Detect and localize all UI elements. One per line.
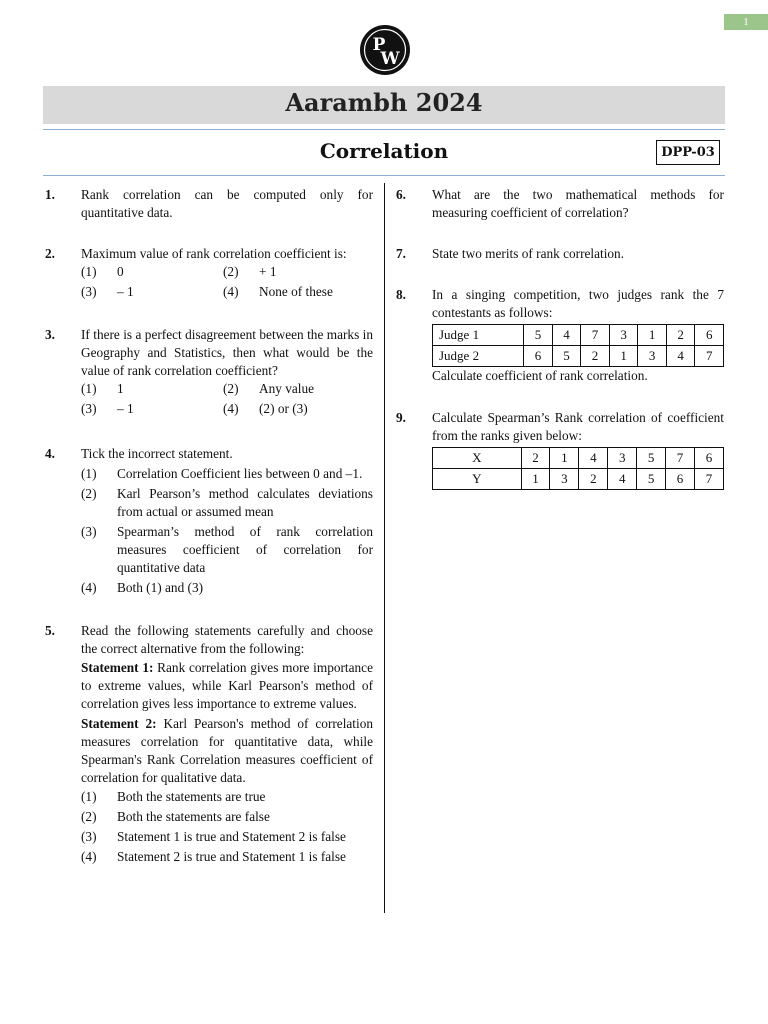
page-number: 1 — [724, 14, 768, 30]
svg-text:P: P — [372, 35, 386, 55]
table-cell: 1 — [521, 469, 550, 490]
option-number: (2) — [223, 264, 239, 279]
option-number: (4) — [81, 580, 97, 595]
option-text: + 1 — [259, 264, 277, 279]
table-cell: 4 — [552, 325, 581, 346]
option — [81, 465, 373, 483]
divider — [43, 129, 725, 130]
question-text: If there is a perfect disagreement between the marks in Geography and Statistics, then what would be the value of rank correlation coefficient? — [81, 327, 373, 378]
table-cell: 1 — [638, 325, 667, 346]
table-cell: 5 — [637, 448, 666, 469]
question-number: 5. — [45, 623, 55, 638]
option-text: 0 — [117, 264, 124, 279]
row-label: Judge 1 — [433, 325, 524, 346]
table-cell: 5 — [552, 346, 581, 367]
statement-2 — [81, 715, 373, 787]
question-number: 9. — [396, 410, 406, 425]
table-cell: 4 — [579, 448, 608, 469]
table-cell: 1 — [550, 448, 579, 469]
question-number: 8. — [396, 287, 406, 302]
question-text: Calculate Spearman’s Rank correlation of coefficient from the ranks given below: — [432, 410, 724, 443]
option-number: (4) — [81, 849, 97, 864]
option-text: Both the statements are false — [117, 809, 270, 824]
statement-label: Statement 1: — [81, 660, 154, 675]
xy-rank-table — [432, 447, 724, 490]
option-text: Any value — [259, 381, 315, 396]
table-cell: 5 — [524, 325, 553, 346]
question-text: What are the two mathematical methods for measuring coefficient of correlation? — [432, 187, 724, 220]
option-text: – 1 — [117, 401, 134, 416]
option-number: (4) — [223, 401, 239, 416]
row-label: X — [433, 448, 522, 469]
statement-label: Statement 2: — [81, 716, 157, 731]
table-cell: 7 — [666, 448, 695, 469]
question-text: Read the following statements carefully and choose the correct alternative from the following: — [81, 623, 373, 656]
option-text: (2) or (3) — [259, 401, 308, 416]
dpp-badge: DPP-03 — [656, 140, 720, 165]
option — [81, 523, 373, 577]
row-label: Y — [433, 469, 522, 490]
question-followup: Calculate coefficient of rank correlation. — [432, 368, 648, 383]
option-text: Both (1) and (3) — [117, 580, 204, 595]
table-cell: 3 — [638, 346, 667, 367]
table-cell: 6 — [666, 469, 695, 490]
option-number: (1) — [81, 789, 97, 804]
option — [81, 848, 373, 866]
option-number: (2) — [81, 486, 97, 501]
question-text: Rank correlation can be computed only for quantitative data. — [81, 187, 373, 220]
option-text: 1 — [117, 381, 124, 396]
option-text: Both the statements are true — [117, 789, 266, 804]
option-number: (3) — [81, 401, 97, 416]
table-cell: 3 — [609, 325, 638, 346]
option-number: (3) — [81, 829, 97, 844]
option-number: (1) — [81, 381, 97, 396]
table-cell: 1 — [609, 346, 638, 367]
option — [81, 808, 373, 826]
pw-logo — [359, 24, 411, 76]
table-cell: 7 — [695, 469, 724, 490]
question-number: 6. — [396, 187, 406, 202]
table-cell: 6 — [695, 448, 724, 469]
question-text: Tick the incorrect statement. — [81, 446, 233, 461]
option — [81, 788, 373, 806]
table-cell: 6 — [695, 325, 724, 346]
statement-text: Karl Pearson's method of correlation measures correlation for quantitative data, while Spearman's Rank Correlation measures coefficient of correlation for qualitative data. — [81, 716, 373, 785]
option-text: Spearman’s method of rank correlation measures coefficient of correlation for quantitative data — [117, 524, 373, 575]
question-text: In a singing competition, two judges rank the 7 contestants as follows: — [432, 287, 724, 320]
table-row — [433, 325, 724, 346]
svg-text:W: W — [380, 49, 400, 69]
option-number: (2) — [223, 381, 239, 396]
option — [81, 579, 373, 597]
table-cell: 4 — [666, 346, 695, 367]
table-row — [433, 469, 724, 490]
options-row — [81, 263, 373, 283]
question-text: State two merits of rank correlation. — [432, 246, 625, 261]
question-number: 7. — [396, 246, 406, 261]
option-number: (4) — [223, 284, 239, 299]
question-number: 4. — [45, 446, 55, 461]
question-number: 3. — [45, 327, 55, 342]
title-bar — [43, 86, 725, 124]
question-number: 1. — [45, 187, 55, 202]
table-cell: 6 — [524, 346, 553, 367]
statement-1 — [81, 659, 373, 713]
table-cell: 3 — [608, 448, 637, 469]
table-cell: 7 — [695, 346, 724, 367]
option-text: Statement 2 is true and Statement 1 is false — [117, 849, 346, 864]
option-text: Correlation Coefficient lies between 0 and –1. — [117, 466, 363, 481]
row-label: Judge 2 — [433, 346, 524, 367]
table-cell: 2 — [666, 325, 695, 346]
option — [81, 828, 373, 846]
statement-text: Rank correlation gives more importance to extreme values, while Karl Pearson's method of correlation gives less importance to extreme values. — [81, 660, 373, 711]
option-number: (2) — [81, 809, 97, 824]
option-number: (1) — [81, 466, 97, 481]
option-text: Statement 1 is true and Statement 2 is false — [117, 829, 346, 844]
table-cell: 5 — [637, 469, 666, 490]
options-row — [81, 400, 373, 420]
table-cell: 2 — [521, 448, 550, 469]
option-number: (3) — [81, 524, 97, 539]
table-cell: 4 — [608, 469, 637, 490]
question-number: 2. — [45, 246, 55, 261]
table-row — [433, 346, 724, 367]
divider — [43, 175, 725, 176]
option-number: (3) — [81, 284, 97, 299]
question-text: Maximum value of rank correlation coefficient is: — [81, 246, 347, 261]
page-title: Aarambh 2024 — [285, 88, 483, 117]
option-text: Karl Pearson’s method calculates deviations from actual or assumed mean — [117, 486, 373, 519]
option-text: – 1 — [117, 284, 134, 299]
table-cell: 3 — [550, 469, 579, 490]
options-row — [81, 380, 373, 400]
option — [81, 485, 373, 521]
judges-rank-table — [432, 324, 724, 367]
column-divider — [384, 183, 385, 913]
options-row — [81, 283, 373, 303]
option-text: None of these — [259, 284, 333, 299]
table-cell: 2 — [579, 469, 608, 490]
option-number: (1) — [81, 264, 97, 279]
table-cell: 2 — [581, 346, 610, 367]
table-row — [433, 448, 724, 469]
chapter-title: Correlation — [319, 139, 449, 163]
table-cell: 7 — [581, 325, 610, 346]
